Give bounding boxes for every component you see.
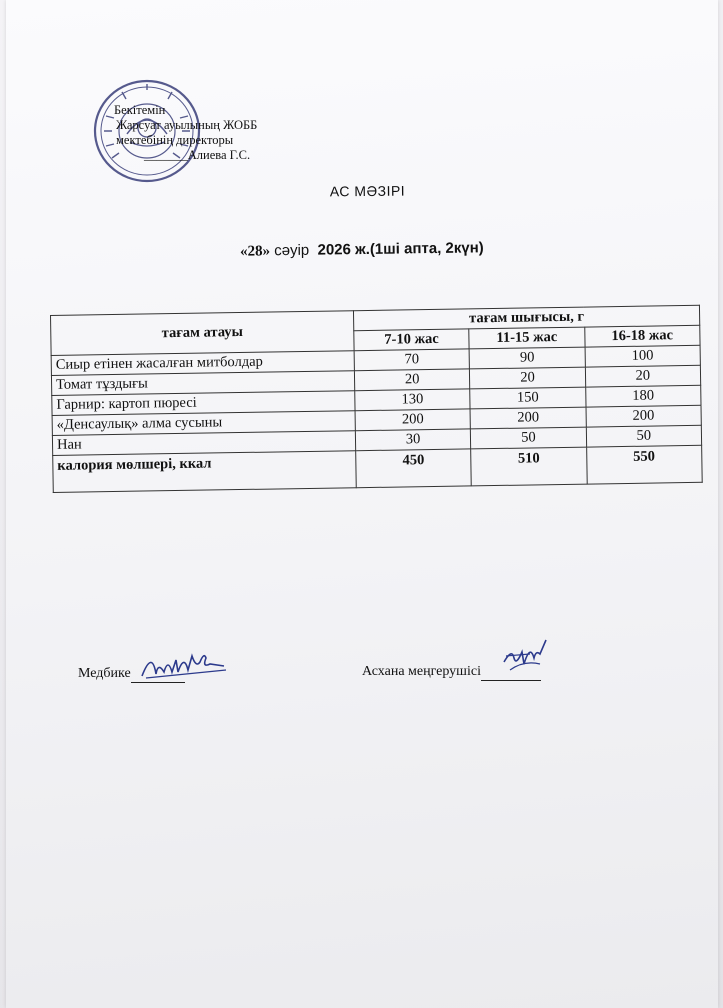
age-group-header: 7-10 жас bbox=[354, 329, 470, 351]
portion-value: 30 bbox=[355, 429, 471, 451]
canteen-label: Асхана меңгерушісі bbox=[362, 664, 481, 679]
menu-table-wrapper bbox=[50, 305, 703, 493]
total-label: калория мөлшері, ккал bbox=[53, 451, 357, 493]
portion-value: 90 bbox=[469, 347, 585, 369]
dish-name: Томат тұздығы bbox=[51, 371, 354, 396]
dish-name: Сиыр етінен жасалған митболдар bbox=[51, 351, 354, 376]
approval-line-3: мектебінің директоры bbox=[116, 133, 234, 147]
portion-value: 130 bbox=[355, 389, 471, 411]
portion-value: 20 bbox=[354, 369, 470, 391]
portion-value: 150 bbox=[470, 387, 586, 409]
director-name: Алиева Г.С. bbox=[187, 148, 251, 162]
document-sheet bbox=[6, 0, 718, 1008]
portion-value: 100 bbox=[585, 345, 701, 367]
total-value: 510 bbox=[471, 447, 587, 486]
dish-name: «Денсаулық» алма сусыны bbox=[52, 411, 355, 436]
menu-table bbox=[50, 305, 703, 493]
header-output: тағам шығысы, г bbox=[353, 305, 699, 330]
header-dish-name: тағам атауы bbox=[51, 311, 355, 356]
dish-name: Гарнир: картоп пюресі bbox=[52, 391, 355, 416]
portion-value: 200 bbox=[470, 407, 586, 429]
age-group-header: 11-15 жас bbox=[469, 327, 585, 349]
age-group-header: 16-18 жас bbox=[584, 325, 700, 347]
portion-value: 20 bbox=[470, 367, 586, 389]
approval-block bbox=[114, 103, 257, 163]
approval-line-4: _______Алиева Г.С. bbox=[144, 148, 251, 162]
portion-value: 200 bbox=[355, 409, 471, 431]
portion-value: 50 bbox=[471, 427, 587, 449]
portion-value: 180 bbox=[585, 385, 701, 407]
canteen-signature bbox=[500, 634, 552, 678]
dish-name: Нан bbox=[52, 431, 355, 456]
date-line bbox=[240, 239, 484, 260]
portion-value: 200 bbox=[586, 405, 702, 427]
approval-line-1: Бекітемін bbox=[114, 103, 166, 117]
portion-value: 20 bbox=[585, 365, 701, 387]
portion-value: 50 bbox=[586, 425, 702, 447]
document-title: АС МӘЗІРІ bbox=[329, 182, 406, 200]
nurse-label: Медбике bbox=[78, 666, 131, 681]
date-year-week: 2026 ж.(1ші апта, 2күн) bbox=[317, 239, 484, 259]
portion-value: 70 bbox=[354, 349, 470, 371]
total-value: 550 bbox=[586, 445, 702, 484]
approval-line-2: Жарсуат ауылының ЖОББ bbox=[116, 118, 258, 132]
nurse-signature bbox=[138, 644, 230, 684]
date-day: «28» bbox=[239, 243, 271, 260]
date-month: сәуір bbox=[274, 241, 310, 260]
total-value: 450 bbox=[356, 449, 472, 488]
